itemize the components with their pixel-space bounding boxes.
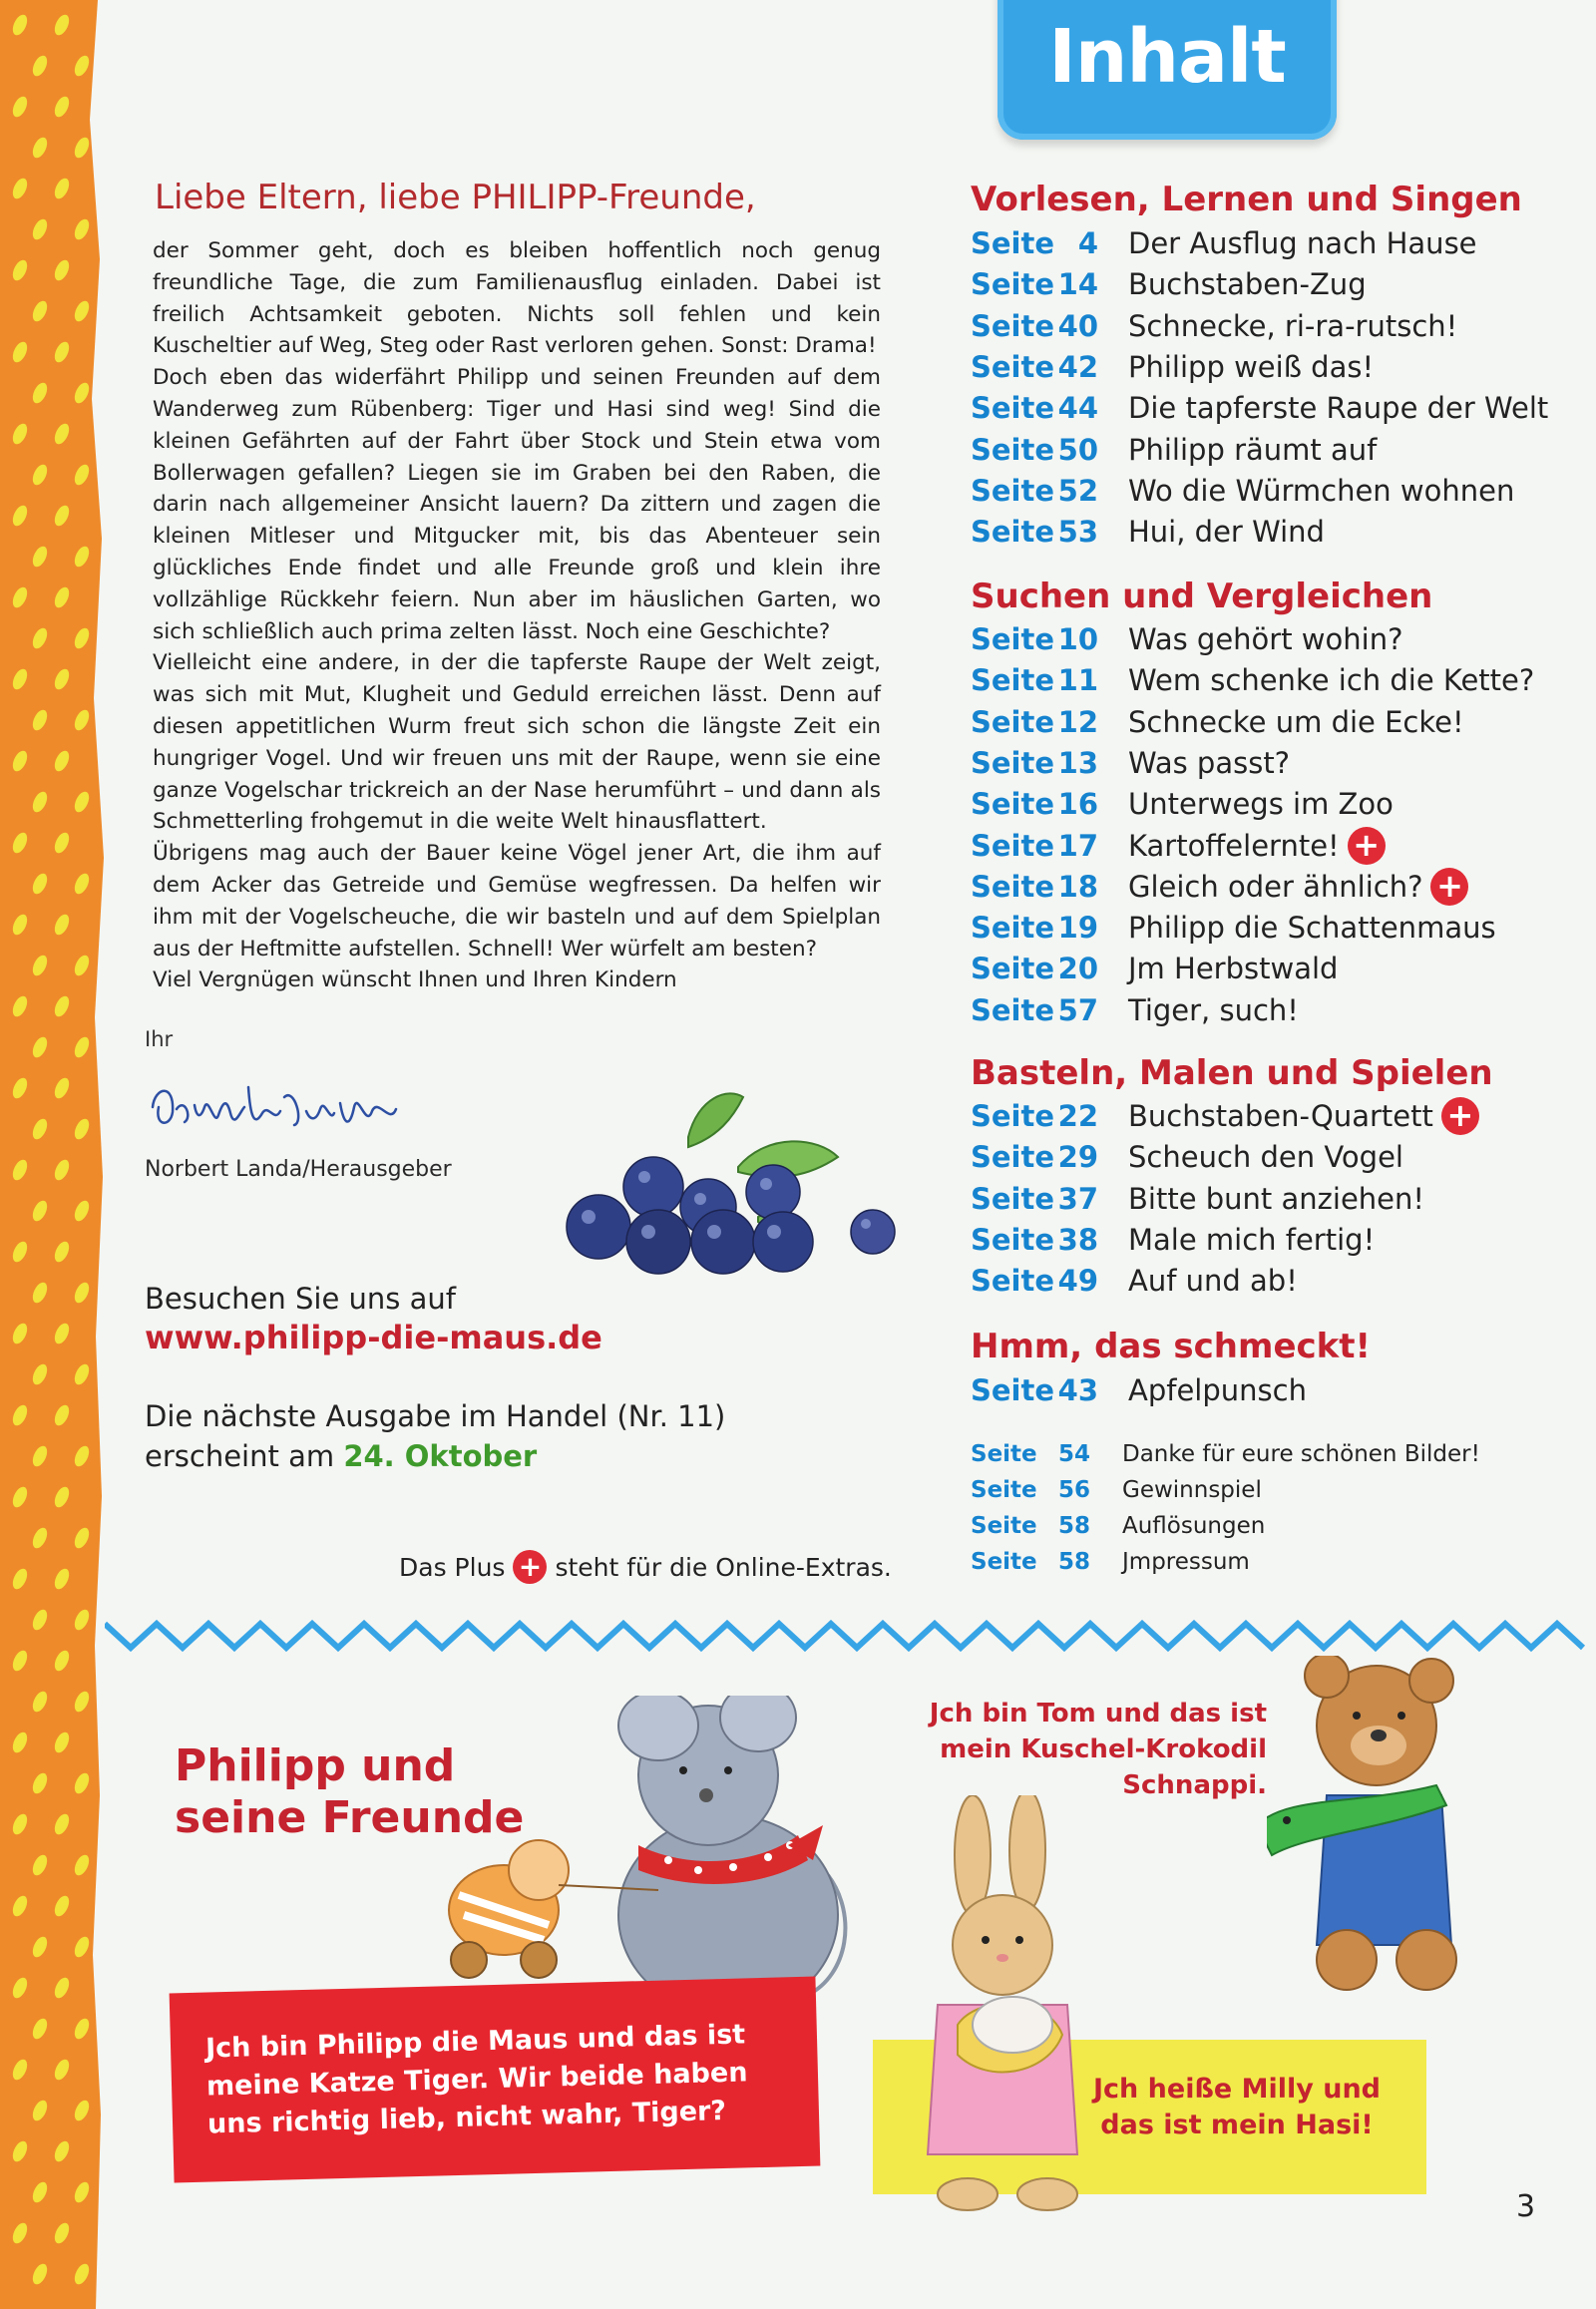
letter-paragraph: Doch eben das widerfährt Philipp und seinen Freunden auf dem Wanderweg zum Rübenberg: Tiger und Hasi sind weg! Sind die kleinen Gefährten auf der Fahrt über Stock und Stein etwa vom Bollerwagen gefallen? Liegen sie im Graben bei den Raben, die darin nach allgemeiner Ansicht lauern? Da zittern und zagen die kleinen Mitleser und Mitgucker mit, bis das Abenteuer sein glückliches Ende findet und alle Freunde groß und klein ihre vollzählige Rückkehr feiern. Nun aber im häuslichen Garten, wo sich schließlich auch prima zelten lässt. Noch eine Geschichte?	[153, 365, 881, 644]
toc-item-title: Philipp räumt auf	[1128, 432, 1378, 467]
toc-seite-label: Seite	[971, 432, 1055, 467]
toc-page-number: 4	[1077, 226, 1098, 260]
toc-page-number: 11	[1057, 663, 1098, 698]
toc-item-title: Danke für eure schönen Bilder!	[1122, 1441, 1480, 1467]
letter-body	[153, 235, 881, 996]
toc-section-title: Suchen und Vergleichen	[971, 577, 1433, 616]
toc-item[interactable]	[971, 1137, 1403, 1177]
toc-extra-item[interactable]	[971, 1545, 1250, 1579]
toc-item-title: Kartoffelernte!	[1128, 828, 1340, 863]
toc-extra-item[interactable]	[971, 1473, 1262, 1507]
toc-seite-label: Seite	[971, 911, 1055, 946]
toc-seite-label: Seite	[971, 828, 1055, 863]
toc-item-title: Der Ausflug nach Hause	[1128, 226, 1477, 260]
next-issue-date: 24. Oktober	[343, 1439, 538, 1473]
toc-seite-label: Seite	[971, 1264, 1055, 1299]
tom-caption-line: Jch bin Tom und das ist	[929, 1699, 1267, 1729]
toc-item-title: Wo die Würmchen wohnen	[1128, 473, 1515, 508]
toc-item[interactable]	[971, 1370, 1307, 1410]
toc-seite-label: Seite	[971, 267, 1055, 302]
toc-seite-label: Seite	[971, 745, 1055, 780]
next-issue-line: Die nächste Ausgabe im Handel (Nr. 11)	[145, 1399, 726, 1433]
toc-item[interactable]	[971, 306, 1457, 346]
toc-page-number: 42	[1057, 349, 1098, 384]
toc-item-title: Male mich fertig!	[1128, 1222, 1376, 1257]
signature-name: Norbert Landa/Herausgeber	[145, 1157, 452, 1182]
toc-item[interactable]	[971, 1220, 1375, 1260]
plus-icon: +	[1430, 868, 1468, 906]
toc-item-title: Bitte bunt anziehen!	[1128, 1181, 1425, 1216]
signature-icon	[145, 1067, 424, 1151]
toc-item[interactable]	[971, 1179, 1424, 1219]
toc-seite-label: Seite	[971, 515, 1055, 550]
toc-section-title: Hmm, das schmeckt!	[971, 1327, 1372, 1366]
toc-item-title: Jm Herbstwald	[1128, 952, 1339, 986]
toc-item[interactable]	[971, 949, 1338, 988]
toc-item[interactable]	[971, 347, 1374, 387]
toc-page-number: 29	[1057, 1140, 1098, 1175]
website-link[interactable]: www.philipp-die-maus.de	[145, 1319, 602, 1356]
toc-page-number: 37	[1057, 1181, 1098, 1216]
toc-item[interactable]	[971, 702, 1464, 742]
toc-section-title: Vorlesen, Lernen und Singen	[971, 180, 1522, 219]
letter-paragraph: der Sommer geht, doch es bleiben hoffentlich noch genug freundliche Tage, die zum Familienausflug einladen. Dabei ist freilich Achtsamkeit geboten. Nichts soll fehlen und kein Kuscheltier auf Weg, Steg oder Rast verloren gehen. Sonst: Drama!	[153, 238, 881, 359]
friends-title-line: Philipp und	[175, 1740, 456, 1791]
toc-item-title: Was gehört wohin?	[1128, 622, 1403, 656]
toc-page-number: 58	[1057, 1549, 1090, 1575]
toc-item-title: Unterwegs im Zoo	[1128, 787, 1394, 822]
toc-page-number: 16	[1057, 787, 1098, 822]
toc-seite-label: Seite	[971, 663, 1055, 698]
toc-seite-label: Seite	[971, 473, 1055, 508]
contents-tab	[998, 0, 1337, 140]
toc-page-number: 20	[1057, 952, 1098, 986]
tom-caption-line: mein Kuschel-Krokodil	[940, 1734, 1267, 1764]
toc-item[interactable]	[971, 388, 1548, 428]
stripe-graphic	[0, 0, 105, 2309]
toc-page-number: 38	[1057, 1222, 1098, 1257]
toc-item-title: Auf und ab!	[1128, 1264, 1298, 1299]
toc-seite-label: Seite	[971, 1373, 1055, 1407]
toc-seite-label: Seite	[971, 1477, 1037, 1503]
toc-item-title: Die tapferste Raupe der Welt	[1128, 391, 1549, 426]
toc-item[interactable]	[971, 660, 1534, 700]
milly-caption-line: Jch heiße Milly und	[1093, 2074, 1381, 2105]
toc-page-number: 13	[1057, 745, 1098, 780]
toc-seite-label: Seite	[971, 622, 1055, 656]
toc-page-number: 44	[1057, 391, 1098, 426]
toc-seite-label: Seite	[971, 1181, 1055, 1216]
plus-icon: +	[1348, 827, 1386, 865]
toc-seite-label: Seite	[971, 1549, 1037, 1575]
plus-icon: +	[513, 1550, 547, 1584]
toc-seite-label: Seite	[971, 704, 1055, 739]
toc-page-number: 57	[1057, 992, 1098, 1027]
plus-note-before: Das Plus	[399, 1552, 506, 1582]
toc-seite-label: Seite	[971, 1099, 1055, 1133]
toc-item[interactable]	[971, 430, 1377, 470]
page-number: 3	[1516, 2189, 1536, 2224]
plus-icon: +	[1441, 1097, 1479, 1135]
next-issue-prefix: erscheint am	[145, 1439, 335, 1473]
toc-item-title: Wem schenke ich die Kette?	[1128, 663, 1535, 698]
milly-bunny-illustration	[898, 1795, 1117, 2228]
milly-caption	[1087, 2072, 1387, 2143]
tom-caption	[878, 1696, 1267, 1803]
toc-item[interactable]	[971, 826, 1386, 866]
philipp-caption: Jch bin Philipp die Maus und das ist meine Katze Tiger. Wir beide haben uns richtig lieb, nicht wahr, Tiger?	[204, 2019, 748, 2140]
toc-item[interactable]	[971, 867, 1468, 907]
toc-item-title: Gleich oder ähnlich?	[1128, 869, 1423, 904]
toc-page-number: 49	[1057, 1264, 1098, 1299]
toc-item[interactable]	[971, 990, 1299, 1030]
toc-page-number: 12	[1057, 704, 1098, 739]
toc-item[interactable]	[971, 1096, 1479, 1136]
toc-item[interactable]	[971, 743, 1290, 783]
toc-extra-item[interactable]	[971, 1509, 1265, 1543]
toc-item-title: Schnecke um die Ecke!	[1128, 704, 1464, 739]
toc-page-number: 54	[1057, 1441, 1090, 1467]
toc-page-number: 19	[1057, 911, 1098, 946]
plus-note-after: steht für die Online-Extras.	[555, 1552, 892, 1582]
toc-page-number: 58	[1057, 1513, 1090, 1539]
toc-seite-label: Seite	[971, 391, 1055, 426]
zigzag-line	[105, 1616, 1596, 1656]
toc-item[interactable]	[971, 908, 1496, 948]
toc-page-number: 10	[1057, 622, 1098, 656]
blueberries-illustration	[529, 1077, 908, 1281]
toc-page-number: 50	[1057, 432, 1098, 467]
friends-title-line: seine Freunde	[175, 1792, 525, 1843]
toc-section-title: Basteln, Malen und Spielen	[971, 1053, 1493, 1093]
toc-item-title: Philipp die Schattenmaus	[1128, 911, 1496, 946]
toc-item[interactable]	[971, 471, 1514, 511]
toc-page-number: 52	[1057, 473, 1098, 508]
tom-caption-line: Schnappi.	[1122, 1770, 1267, 1800]
toc-item-title: Schnecke, ri-ra-rutsch!	[1128, 308, 1458, 343]
toc-seite-label: Seite	[971, 992, 1055, 1027]
letter-closing: Ihr	[145, 1027, 174, 1051]
toc-extra-item[interactable]	[971, 1437, 1480, 1471]
plus-note	[399, 1550, 892, 1584]
letter-paragraph: Viel Vergnügen wünscht Ihnen und Ihren Kindern	[153, 967, 677, 993]
toc-item-title: Philipp weiß das!	[1128, 349, 1375, 384]
toc-item-title: Jmpressum	[1122, 1549, 1250, 1575]
toc-seite-label: Seite	[971, 952, 1055, 986]
philipp-caption-box	[170, 1977, 821, 2183]
toc-item[interactable]	[971, 1261, 1298, 1301]
toc-seite-label: Seite	[971, 1140, 1055, 1175]
toc-seite-label: Seite	[971, 226, 1055, 260]
toc-item-title: Scheuch den Vogel	[1128, 1140, 1403, 1175]
decorative-stripe	[0, 0, 105, 2309]
toc-item-title: Buchstaben-Quartett	[1128, 1099, 1433, 1133]
toc-page-number: 14	[1057, 267, 1098, 302]
toc-item-title: Buchstaben-Zug	[1128, 267, 1367, 302]
toc-item-title: Auflösungen	[1122, 1513, 1266, 1539]
toc-page-number: 18	[1057, 869, 1098, 904]
toc-page-number: 43	[1057, 1373, 1098, 1407]
toc-item[interactable]	[971, 784, 1394, 824]
toc-item[interactable]	[971, 619, 1402, 659]
zigzag-divider	[105, 1616, 1596, 1660]
toc-item-title: Tiger, such!	[1128, 992, 1299, 1027]
contents-tab-label: Inhalt	[1048, 14, 1286, 100]
toc-item-title: Hui, der Wind	[1128, 515, 1325, 550]
toc-seite-label: Seite	[971, 1222, 1055, 1257]
toc-item[interactable]	[971, 512, 1325, 552]
toc-item-title: Gewinnspiel	[1122, 1477, 1262, 1503]
toc-item-title: Was passt?	[1128, 745, 1291, 780]
letter-salutation: Liebe Eltern, liebe PHILIPP-Freunde,	[155, 178, 756, 217]
visit-label: Besuchen Sie uns auf	[145, 1282, 456, 1316]
toc-page-number: 40	[1057, 308, 1098, 343]
toc-page-number: 56	[1057, 1477, 1090, 1503]
letter-paragraph: Übrigens mag auch der Bauer keine Vögel jener Art, die ihm auf dem Acker das Getreide und Gemüse wegfressen. Da helfen wir ihm mit der Vogelscheuche, die wir basteln und auf dem Spielplan aus der Heftmitte aufstellen. Schnell! Wer würfelt am besten?	[153, 841, 881, 962]
toc-page-number: 17	[1057, 828, 1098, 863]
tom-bear-illustration	[1267, 1656, 1506, 1999]
next-issue-date-line	[145, 1439, 537, 1473]
toc-seite-label: Seite	[971, 1441, 1037, 1467]
toc-item-title: Apfelpunsch	[1128, 1373, 1307, 1407]
milly-caption-line: das ist mein Hasi!	[1100, 2110, 1374, 2140]
toc-seite-label: Seite	[971, 1513, 1037, 1539]
toc-item[interactable]	[971, 223, 1477, 263]
toc-page-number: 22	[1057, 1099, 1098, 1133]
toc-seite-label: Seite	[971, 787, 1055, 822]
toc-item[interactable]	[971, 264, 1367, 304]
toc-seite-label: Seite	[971, 869, 1055, 904]
toc-seite-label: Seite	[971, 349, 1055, 384]
letter-paragraph: Vielleicht eine andere, in der die tapferste Raupe der Welt zeigt, was sich mit Mut, Klugheit und Geduld erreichen lässt. Denn auf diesen appetitlichen Wurm freut sich schon die längste Zeit ein hungriger Vogel. Und wir freuen uns mit der Raupe, wenn sie eine ganze Vogelschar trickreich an der Nase herumführt – und dann als Schmetterling frohgemut in die weite Welt hinausflattert.	[153, 650, 881, 835]
toc-page-number: 53	[1057, 515, 1098, 550]
toc-seite-label: Seite	[971, 308, 1055, 343]
